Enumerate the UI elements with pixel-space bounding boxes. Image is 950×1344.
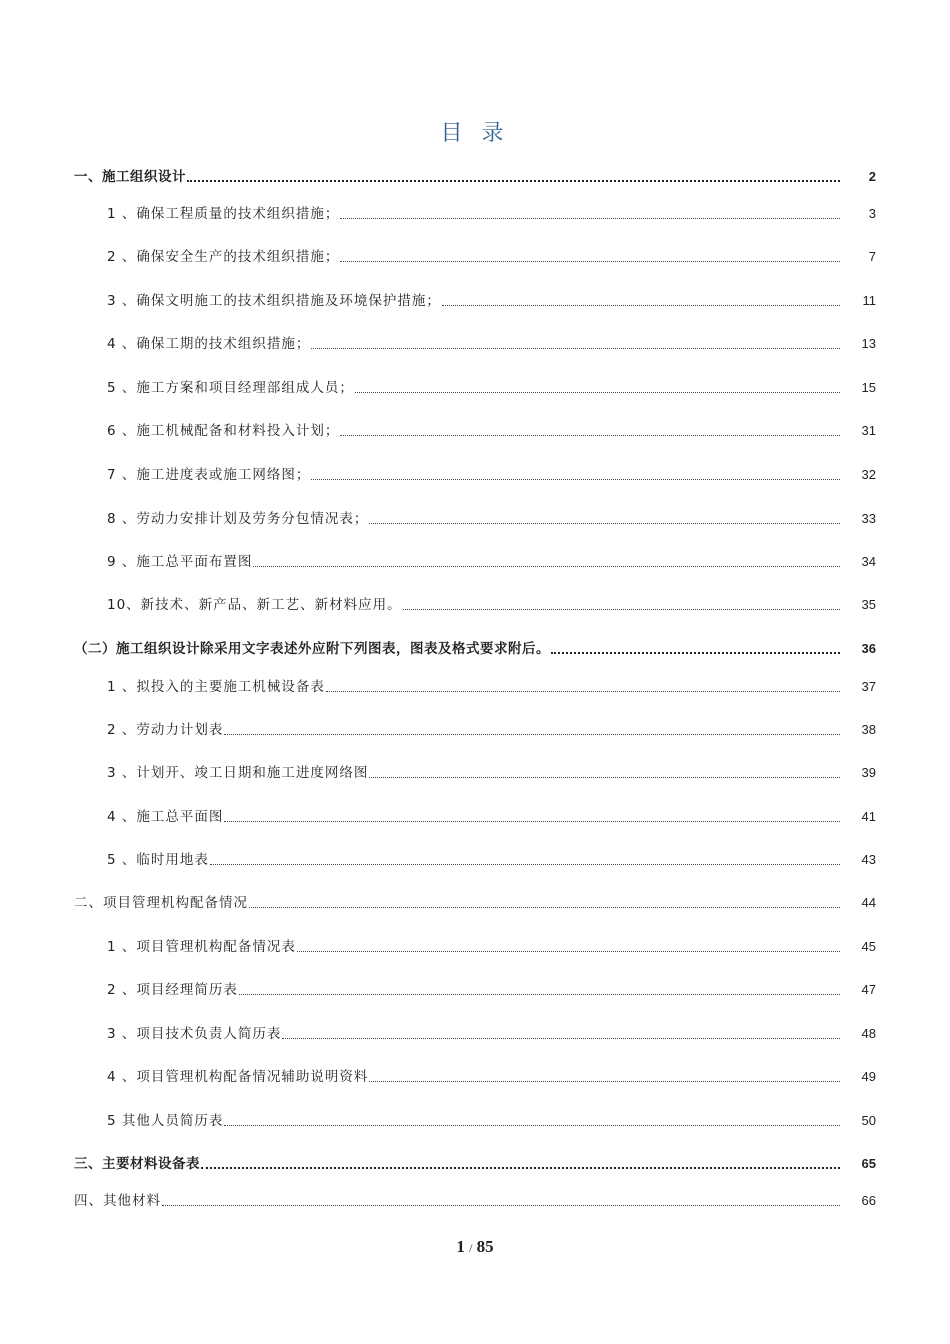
toc-entry-label: 三、主要材料设备表 bbox=[74, 1156, 200, 1172]
toc-dot-leader bbox=[224, 1125, 840, 1126]
page-number bbox=[0, 1237, 950, 1257]
toc-dot-leader bbox=[442, 305, 840, 306]
toc-entry-page: 44 bbox=[861, 895, 876, 910]
toc-entry[interactable] bbox=[107, 676, 876, 696]
toc-entry-page: 37 bbox=[861, 679, 876, 694]
toc-dot-leader bbox=[311, 479, 840, 480]
toc-entry-label: 5 、临时用地表 bbox=[107, 852, 209, 868]
toc-entry[interactable] bbox=[107, 936, 876, 956]
toc-entry-label: （二）施工组织设计除采用文字表述外应附下列图表，图表及格式要求附后。 bbox=[74, 641, 550, 657]
toc-entry[interactable] bbox=[74, 892, 876, 912]
toc-entry[interactable] bbox=[107, 290, 876, 310]
toc-dot-leader bbox=[369, 1081, 840, 1082]
toc-entry-page: 39 bbox=[861, 765, 876, 780]
toc-entry[interactable] bbox=[107, 551, 876, 571]
toc-dot-leader bbox=[311, 348, 840, 349]
toc-entry-label: 1 、拟投入的主要施工机械设备表 bbox=[107, 679, 325, 695]
toc-entry-page: 3 bbox=[868, 206, 876, 221]
toc-entry-label: 4 、施工总平面图 bbox=[107, 809, 224, 825]
toc-entry-label: 四、其他材料 bbox=[74, 1193, 161, 1209]
toc-entry-label: 5 、施工方案和项目经理部组成人员； bbox=[107, 380, 354, 396]
toc-dot-leader bbox=[369, 777, 840, 778]
toc-entry-label: 2 、项目经理简历表 bbox=[107, 982, 238, 998]
toc-dot-leader bbox=[340, 435, 840, 436]
toc-entry[interactable] bbox=[107, 762, 876, 782]
toc-entry-page: 7 bbox=[868, 249, 876, 264]
toc-entry-label: 3 、项目技术负责人简历表 bbox=[107, 1026, 282, 1042]
toc-title: 目 录 bbox=[440, 121, 510, 146]
toc-entry-page: 13 bbox=[861, 336, 876, 351]
toc-dot-leader bbox=[201, 1167, 840, 1169]
toc-entry[interactable] bbox=[107, 377, 876, 397]
page-current: 1 bbox=[456, 1237, 465, 1256]
toc-entry[interactable] bbox=[107, 1110, 876, 1130]
toc-entry-page: 34 bbox=[861, 554, 876, 569]
toc-entry-label: 1 、项目管理机构配备情况表 bbox=[107, 939, 296, 955]
toc-entry[interactable] bbox=[107, 203, 876, 223]
toc-entry-page: 31 bbox=[861, 423, 876, 438]
toc-dot-leader bbox=[326, 691, 840, 692]
toc-entry-page: 45 bbox=[861, 939, 876, 954]
page-total: 85 bbox=[476, 1237, 494, 1256]
toc-entry[interactable] bbox=[74, 638, 876, 658]
toc-entry[interactable] bbox=[107, 849, 876, 869]
toc-entry-label: 7 、施工进度表或施工网络图； bbox=[107, 467, 311, 483]
toc-dot-leader bbox=[224, 734, 840, 735]
toc-dot-leader bbox=[297, 951, 840, 952]
toc-entry[interactable] bbox=[107, 1023, 876, 1043]
toc-entry-page: 36 bbox=[861, 641, 876, 656]
toc-entry-label: 6 、施工机械配备和材料投入计划； bbox=[107, 423, 340, 439]
toc-entry-page: 41 bbox=[861, 809, 876, 824]
toc-entry-label: 一、施工组织设计 bbox=[74, 169, 186, 185]
toc-entry[interactable] bbox=[107, 594, 876, 614]
toc-entry-label: 1 、确保工程质量的技术组织措施； bbox=[107, 206, 340, 222]
toc-entry[interactable] bbox=[107, 420, 876, 440]
toc-entry[interactable] bbox=[107, 979, 876, 999]
toc-entry-page: 47 bbox=[861, 982, 876, 997]
toc-dot-leader bbox=[282, 1038, 840, 1039]
toc-entry-page: 15 bbox=[861, 380, 876, 395]
page-separator: / bbox=[469, 1241, 473, 1255]
toc-entry-page: 33 bbox=[861, 511, 876, 526]
toc-entry[interactable] bbox=[74, 166, 876, 186]
toc-dot-leader bbox=[249, 907, 840, 908]
toc-dot-leader bbox=[210, 864, 840, 865]
toc-entry-label: 4 、项目管理机构配备情况辅助说明资料 bbox=[107, 1069, 369, 1085]
toc-entry[interactable] bbox=[74, 1190, 876, 1210]
toc-entry-page: 48 bbox=[861, 1026, 876, 1041]
toc-entry[interactable] bbox=[107, 1066, 876, 1086]
toc-dot-leader bbox=[224, 821, 840, 822]
toc-entry-page: 2 bbox=[868, 169, 876, 184]
toc-entry-page: 50 bbox=[861, 1113, 876, 1128]
toc-dot-leader bbox=[340, 218, 840, 219]
toc-entry[interactable] bbox=[107, 464, 876, 484]
toc-entry[interactable] bbox=[107, 719, 876, 739]
toc-dot-leader bbox=[355, 392, 840, 393]
toc-entry-label: 5 其他人员简历表 bbox=[107, 1113, 224, 1129]
toc-entry[interactable] bbox=[107, 508, 876, 528]
toc-entry-page: 65 bbox=[861, 1156, 876, 1171]
toc-entry-label: 3 、确保文明施工的技术组织措施及环境保护措施； bbox=[107, 293, 441, 309]
toc-entry-page: 11 bbox=[862, 293, 876, 308]
toc-dot-leader bbox=[369, 523, 840, 524]
toc-dot-leader bbox=[162, 1205, 840, 1206]
toc-entry-page: 66 bbox=[861, 1193, 876, 1208]
toc-dot-leader bbox=[187, 180, 840, 182]
toc-entry-page: 43 bbox=[861, 852, 876, 867]
toc-entry[interactable] bbox=[74, 1153, 876, 1173]
toc-entry-label: 2 、劳动力计划表 bbox=[107, 722, 224, 738]
toc-entry[interactable] bbox=[107, 246, 876, 266]
toc-entry-label: 3 、计划开、竣工日期和施工进度网络图 bbox=[107, 765, 369, 781]
toc-entry-page: 32 bbox=[861, 467, 876, 482]
toc-entry[interactable] bbox=[107, 333, 876, 353]
toc-entry-label: 2 、确保安全生产的技术组织措施； bbox=[107, 249, 340, 265]
toc-entry-label: 10、新技术、新产品、新工艺、新材料应用。 bbox=[107, 597, 402, 613]
toc-entry-page: 49 bbox=[861, 1069, 876, 1084]
toc-entry-label: 8 、劳动力安排计划及劳务分包情况表； bbox=[107, 511, 369, 527]
toc-dot-leader bbox=[551, 652, 840, 654]
toc-entry-label: 二、项目管理机构配备情况 bbox=[74, 895, 248, 911]
toc-dot-leader bbox=[340, 261, 840, 262]
toc-dot-leader bbox=[239, 994, 840, 995]
toc-entry-page: 35 bbox=[861, 597, 876, 612]
toc-entry-label: 9 、施工总平面布置图 bbox=[107, 554, 253, 570]
toc-entry[interactable] bbox=[107, 806, 876, 826]
toc-entry-page: 38 bbox=[861, 722, 876, 737]
toc-dot-leader bbox=[403, 609, 840, 610]
toc-entry-label: 4 、确保工期的技术组织措施； bbox=[107, 336, 311, 352]
toc-dot-leader bbox=[253, 566, 840, 567]
